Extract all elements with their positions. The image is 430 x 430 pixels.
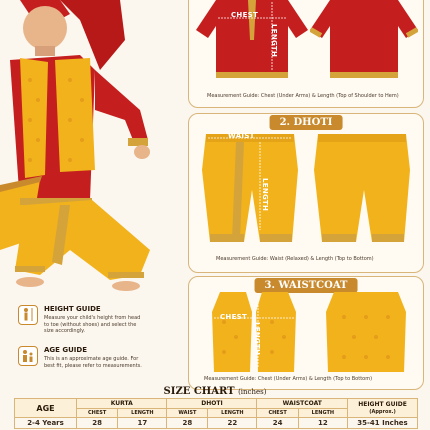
subheader-kurta-chest: CHEST xyxy=(77,409,118,418)
subheader-waistcoat-length: LENGTH xyxy=(298,409,347,418)
subheader-waistcoat-chest: CHEST xyxy=(257,409,298,418)
size-chart-title xyxy=(0,386,430,397)
header-dhoti: DHOTI xyxy=(167,399,257,409)
size-chart-unit: (inches) xyxy=(238,388,267,396)
child-model-photo xyxy=(0,0,185,300)
subheader-dhoti-waist: WAIST xyxy=(167,409,208,418)
size-chart-title-text: SIZE CHART xyxy=(163,386,235,397)
dhoti-back-image xyxy=(310,130,414,248)
waistcoat-chest-label: CHEST xyxy=(220,313,248,321)
kurta-measurement-guide: Measurement Guide: Chest (Under Arms) & Length (Top of Shoulder to Hem) xyxy=(207,93,399,99)
header-waistcoat: WAISTCOAT xyxy=(257,399,348,409)
height-guide-title: HEIGHT GUIDE xyxy=(44,305,101,313)
dhoti-length-label: LENGTH xyxy=(261,178,269,212)
header-kurta: KURTA xyxy=(77,399,167,409)
kurta-back-image xyxy=(310,0,418,82)
dhoti-measurement-guide: Measurement Guide: Waist (Relaxed) & Length (Top to Bottom) xyxy=(216,256,374,262)
cell-age: 2-4 Years xyxy=(15,418,77,429)
header-height xyxy=(348,399,418,418)
size-chart-header-row xyxy=(15,399,418,409)
table-row xyxy=(15,418,418,429)
height-guide-text: Measure your child's height from head to toe (without shoes) and select the size accordingly. xyxy=(44,315,141,334)
header-age: AGE xyxy=(15,399,77,418)
waistcoat-measurement-guide: Measurement Guide: Chest (Under Arms) & Length (Top to Bottom) xyxy=(204,376,373,382)
subheader-dhoti-length: LENGTH xyxy=(208,409,257,418)
kurta-chest-label: CHEST xyxy=(231,11,259,19)
size-chart-table xyxy=(14,398,418,429)
cell-dhoti-waist: 28 xyxy=(167,418,208,429)
cell-dhoti-length: 22 xyxy=(208,418,257,429)
waistcoat-length-label: LENGTH xyxy=(253,322,261,356)
dhoti-section-tag: 2. DHOTI xyxy=(270,115,343,130)
cell-kurta-chest: 28 xyxy=(77,418,118,429)
child-face xyxy=(23,6,67,50)
kurta-length-label: LENGTH xyxy=(270,24,278,58)
age-guide-icon xyxy=(18,346,38,366)
dhoti-front-image xyxy=(198,130,302,248)
header-height-text: HEIGHT GUIDE xyxy=(358,401,407,408)
waistcoat-section-tag: 3. WAISTCOAT xyxy=(255,278,358,293)
height-guide-icon xyxy=(18,305,38,325)
header-height-sub: (Approx.) xyxy=(369,409,396,415)
age-guide-text: This is an approximate age guide. For best fit, please refer to measurements. xyxy=(44,356,142,369)
cell-height: 35-41 Inches xyxy=(348,418,418,429)
cell-waistcoat-chest: 24 xyxy=(257,418,298,429)
subheader-kurta-length: LENGTH xyxy=(118,409,167,418)
cell-waistcoat-length: 12 xyxy=(298,418,347,429)
dhoti-waist-label: WAIST xyxy=(228,132,255,140)
cell-kurta-length: 17 xyxy=(118,418,167,429)
age-guide-title: AGE GUIDE xyxy=(44,346,88,354)
waistcoat-back-image xyxy=(324,292,408,374)
